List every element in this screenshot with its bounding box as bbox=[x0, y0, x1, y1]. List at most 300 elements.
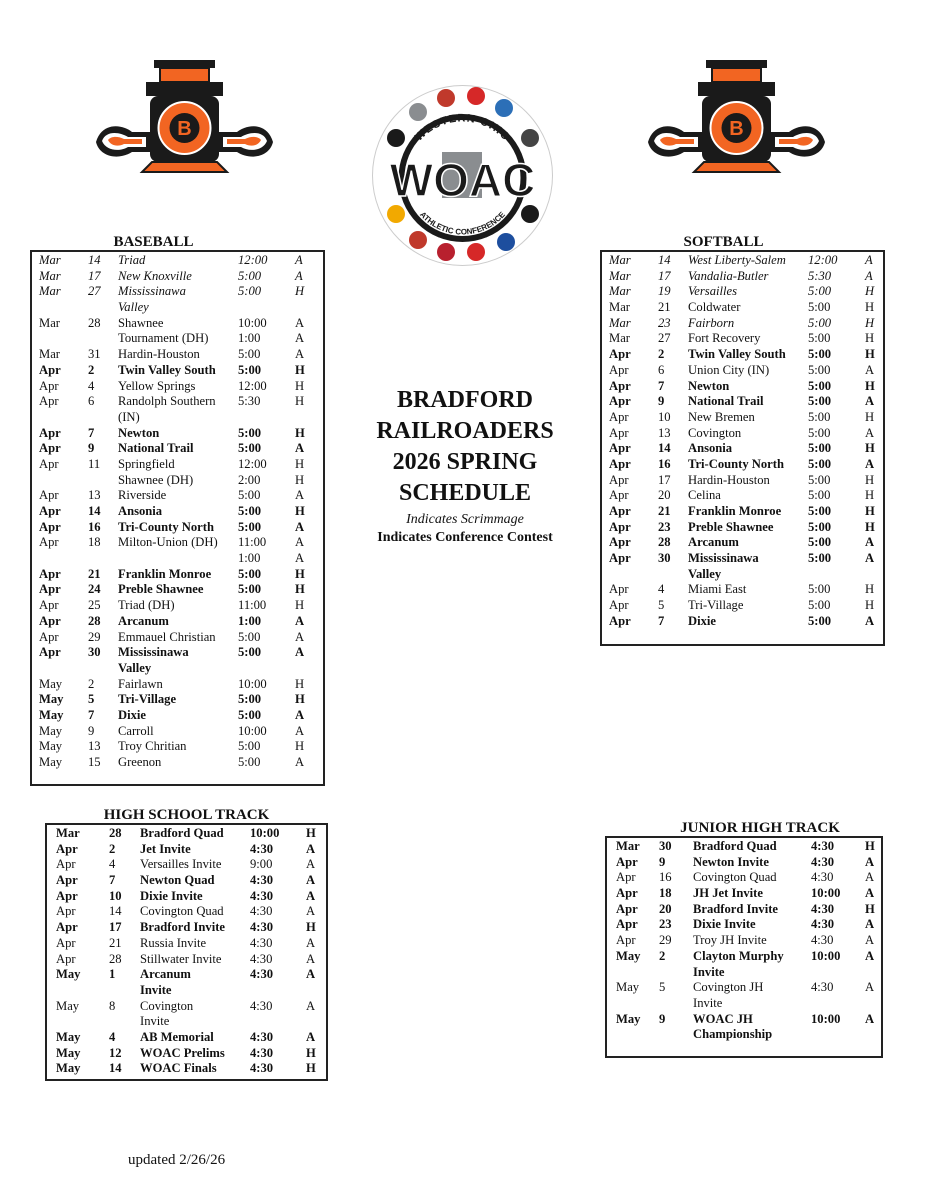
row-home-away: H bbox=[865, 331, 875, 346]
row-month: Apr bbox=[56, 904, 76, 919]
row-month: Apr bbox=[609, 519, 631, 534]
row-opponent: Valley bbox=[118, 660, 152, 675]
row-opponent: Covington Quad bbox=[693, 870, 777, 885]
row-month: Apr bbox=[609, 347, 631, 362]
schedule-row bbox=[32, 394, 323, 410]
row-day: 13 bbox=[658, 425, 671, 440]
schedule-row bbox=[32, 567, 323, 583]
row-month: Mar bbox=[39, 315, 60, 330]
row-opponent: Preble Shawnee bbox=[688, 519, 774, 534]
row-home-away: A bbox=[865, 394, 875, 409]
schedule-row bbox=[607, 886, 881, 902]
row-time: 5:00 bbox=[238, 755, 261, 769]
schedule-row bbox=[32, 692, 323, 708]
row-time: 5:00 bbox=[808, 582, 831, 597]
row-day: 21 bbox=[658, 300, 671, 315]
row-opponent: Championship bbox=[693, 1027, 773, 1042]
row-month: Apr bbox=[616, 886, 638, 901]
row-opponent: National Trail bbox=[118, 441, 194, 456]
row-home-away: A bbox=[865, 362, 875, 377]
row-home-away: H bbox=[295, 692, 305, 707]
schedule-row bbox=[602, 426, 883, 442]
row-opponent: WOAC Prelims bbox=[140, 1045, 225, 1060]
schedule-row bbox=[607, 965, 881, 981]
row-month: May bbox=[56, 998, 80, 1013]
schedule-row bbox=[32, 645, 323, 661]
row-time: 4:30 bbox=[250, 841, 274, 856]
row-month: Apr bbox=[39, 425, 61, 440]
row-time: 2:00 bbox=[238, 472, 261, 487]
row-opponent: Bradford Invite bbox=[140, 920, 226, 935]
row-day: 5 bbox=[659, 980, 666, 995]
schedule-row bbox=[32, 269, 323, 285]
schedule-row bbox=[602, 535, 883, 551]
row-day: 10 bbox=[658, 409, 671, 424]
row-opponent: Tri-County North bbox=[688, 456, 784, 471]
row-home-away: A bbox=[865, 551, 875, 566]
schedule-row bbox=[602, 457, 883, 473]
row-day: 9 bbox=[88, 723, 95, 738]
row-day: 10 bbox=[109, 888, 122, 903]
row-time: 5:00 bbox=[238, 566, 262, 581]
page-title bbox=[345, 385, 585, 509]
row-time: 5:00 bbox=[808, 441, 832, 456]
row-time: 4:30 bbox=[250, 998, 273, 1013]
row-day: 25 bbox=[88, 598, 101, 613]
row-day: 4 bbox=[88, 378, 95, 393]
jh-track-title: JUNIOR HIGH TRACK bbox=[680, 820, 840, 836]
schedule-row bbox=[607, 902, 881, 918]
schedule-row bbox=[47, 1030, 326, 1046]
row-opponent: Mississinawa bbox=[118, 645, 189, 660]
row-day: 12 bbox=[109, 1045, 122, 1060]
row-month: Apr bbox=[56, 841, 78, 856]
row-home-away: H bbox=[865, 347, 875, 362]
row-opponent: Versailles Invite bbox=[140, 857, 222, 872]
scrimmage-legend: Indicates Scrimmage bbox=[406, 512, 524, 527]
row-time: 4:30 bbox=[811, 901, 835, 916]
row-month: Apr bbox=[609, 598, 629, 613]
row-opponent: Invite bbox=[140, 982, 172, 997]
schedule-row bbox=[32, 316, 323, 332]
row-opponent: Shawnee (DH) bbox=[118, 472, 194, 487]
row-home-away: H bbox=[865, 519, 875, 534]
schedule-row bbox=[602, 253, 883, 269]
row-home-away: A bbox=[295, 629, 305, 644]
woac-wordmark: WOAC bbox=[389, 154, 536, 206]
row-time: 5:00 bbox=[238, 441, 262, 456]
row-day: 5 bbox=[88, 692, 95, 707]
row-opponent: Stillwater Invite bbox=[140, 951, 222, 966]
row-day: 30 bbox=[659, 839, 672, 853]
row-time: 11:00 bbox=[238, 535, 267, 550]
schedule-row bbox=[602, 347, 883, 363]
schedule-row bbox=[32, 535, 323, 551]
row-home-away: A bbox=[306, 904, 316, 919]
row-time: 4:30 bbox=[250, 920, 274, 935]
row-day: 23 bbox=[658, 315, 671, 330]
row-opponent: Troy JH Invite bbox=[693, 933, 767, 948]
schedule-row bbox=[602, 331, 883, 347]
row-month: Apr bbox=[609, 582, 629, 597]
row-month: Apr bbox=[609, 425, 629, 440]
schedule-row bbox=[32, 598, 323, 614]
schedule-row bbox=[602, 316, 883, 332]
schedule-row bbox=[602, 379, 883, 395]
schedule-row bbox=[602, 567, 883, 583]
row-opponent: National Trail bbox=[688, 394, 764, 409]
logo-letter: B bbox=[177, 118, 192, 140]
schedule-row bbox=[602, 269, 883, 285]
row-month: May bbox=[616, 980, 640, 995]
row-opponent: Newton Quad bbox=[140, 873, 215, 888]
schedule-row bbox=[602, 488, 883, 504]
row-day: 7 bbox=[658, 378, 665, 393]
row-home-away: A bbox=[295, 253, 303, 267]
row-opponent: Arcanum bbox=[118, 613, 169, 628]
row-opponent: Ansonia bbox=[118, 504, 163, 518]
schedule-row bbox=[47, 826, 326, 842]
row-opponent: Versailles bbox=[688, 284, 737, 299]
row-home-away: A bbox=[306, 951, 316, 966]
row-day: 27 bbox=[88, 284, 101, 299]
row-month: May bbox=[39, 707, 64, 722]
railroaders-train-logo-left bbox=[92, 52, 277, 174]
row-time: 4:30 bbox=[250, 904, 273, 919]
row-opponent: Shawnee bbox=[118, 315, 164, 330]
row-home-away: A bbox=[295, 755, 305, 769]
row-opponent: Covington Quad bbox=[140, 904, 224, 919]
row-opponent: Invite bbox=[693, 995, 723, 1010]
row-opponent: Franklin Monroe bbox=[688, 504, 782, 518]
row-day: 28 bbox=[88, 613, 101, 628]
row-home-away: A bbox=[306, 1029, 316, 1044]
row-time: 4:30 bbox=[250, 1029, 274, 1044]
row-day: 28 bbox=[88, 315, 101, 330]
steam-puff-left bbox=[96, 126, 150, 156]
row-month: May bbox=[616, 948, 641, 963]
row-month: Apr bbox=[39, 519, 61, 534]
schedule-row bbox=[602, 551, 883, 567]
woac-conference-logo bbox=[366, 82, 559, 269]
schedule-row bbox=[602, 520, 883, 536]
row-day: 5 bbox=[658, 598, 665, 613]
row-day: 27 bbox=[658, 331, 671, 346]
row-time: 9:00 bbox=[250, 857, 273, 872]
row-month: Apr bbox=[39, 598, 59, 613]
schedule-row bbox=[32, 363, 323, 379]
row-day: 2 bbox=[88, 676, 95, 691]
row-month: Apr bbox=[39, 456, 59, 471]
row-opponent: Bradford Invite bbox=[693, 901, 779, 916]
row-opponent: Emmauel Christian bbox=[118, 629, 216, 644]
row-day: 16 bbox=[659, 870, 672, 885]
row-day: 18 bbox=[659, 886, 672, 901]
row-time: 5:00 bbox=[808, 535, 832, 550]
row-opponent: Triad (DH) bbox=[118, 598, 175, 613]
row-opponent: Bradford Quad bbox=[693, 839, 777, 853]
row-day: 2 bbox=[659, 948, 666, 963]
row-day: 14 bbox=[109, 1061, 122, 1076]
row-opponent: Preble Shawnee bbox=[118, 582, 204, 597]
row-home-away: A bbox=[306, 935, 316, 950]
row-opponent: Covington bbox=[688, 425, 742, 440]
row-month: Mar bbox=[609, 331, 630, 346]
row-home-away: A bbox=[865, 870, 875, 885]
row-month: May bbox=[39, 676, 63, 691]
row-month: Mar bbox=[39, 268, 61, 283]
row-time: 1:00 bbox=[238, 613, 262, 628]
row-opponent: Russia Invite bbox=[140, 935, 207, 950]
schedule-row bbox=[607, 980, 881, 996]
schedule-row bbox=[607, 1012, 881, 1028]
row-home-away: A bbox=[295, 519, 305, 534]
row-month: Apr bbox=[609, 394, 631, 409]
row-opponent: Fort Recovery bbox=[688, 331, 761, 346]
row-time: 5:00 bbox=[808, 284, 832, 299]
row-day: 6 bbox=[658, 362, 665, 377]
row-opponent: Franklin Monroe bbox=[118, 566, 212, 581]
row-home-away: H bbox=[295, 394, 305, 409]
schedule-row bbox=[32, 551, 323, 567]
row-month: Apr bbox=[56, 951, 76, 966]
schedule-row bbox=[602, 582, 883, 598]
schedule-row bbox=[607, 949, 881, 965]
railroaders-train-logo-right bbox=[644, 52, 829, 174]
row-time: 5:00 bbox=[238, 284, 262, 299]
row-month: Apr bbox=[609, 409, 629, 424]
schedule-row bbox=[47, 1014, 326, 1030]
row-time: 10:00 bbox=[238, 676, 267, 691]
row-home-away: A bbox=[295, 315, 305, 330]
row-home-away: A bbox=[306, 967, 316, 982]
row-time: 12:00 bbox=[808, 253, 838, 267]
schedule-row bbox=[47, 889, 326, 905]
row-home-away: A bbox=[865, 917, 875, 932]
row-time: 1:00 bbox=[238, 331, 261, 346]
row-month: Mar bbox=[609, 268, 631, 283]
row-time: 5:00 bbox=[238, 488, 261, 503]
schedule-row bbox=[602, 300, 883, 316]
schedule-row bbox=[32, 441, 323, 457]
row-opponent: Mississinawa bbox=[118, 284, 186, 299]
row-time: 5:30 bbox=[808, 268, 832, 283]
row-home-away: H bbox=[865, 284, 875, 299]
row-time: 5:00 bbox=[238, 739, 261, 754]
row-day: 16 bbox=[88, 519, 101, 534]
schedule-row bbox=[32, 630, 323, 646]
row-month: Apr bbox=[39, 441, 61, 456]
row-home-away: A bbox=[295, 551, 305, 566]
schedule-row bbox=[47, 1061, 326, 1077]
row-month: Apr bbox=[39, 582, 61, 597]
row-opponent: New Knoxville bbox=[118, 268, 192, 283]
row-home-away: A bbox=[295, 441, 305, 456]
row-time: 5:00 bbox=[808, 598, 831, 613]
schedule-row bbox=[607, 870, 881, 886]
row-month: Apr bbox=[609, 441, 631, 456]
row-opponent: Vandalia-Butler bbox=[688, 268, 769, 283]
row-opponent: Arcanum bbox=[140, 967, 191, 982]
row-day: 20 bbox=[658, 488, 671, 503]
row-time: 5:00 bbox=[808, 362, 831, 377]
row-opponent: Bradford Quad bbox=[140, 826, 224, 840]
row-month: Apr bbox=[616, 870, 636, 885]
row-day: 24 bbox=[88, 582, 101, 597]
row-home-away: H bbox=[865, 901, 875, 916]
schedule-row bbox=[32, 253, 323, 269]
row-home-away: A bbox=[295, 535, 305, 550]
schedule-row bbox=[32, 331, 323, 347]
row-home-away: A bbox=[865, 854, 875, 869]
row-time: 4:30 bbox=[250, 967, 274, 982]
row-time: 5:00 bbox=[808, 456, 832, 471]
row-opponent: (IN) bbox=[118, 409, 140, 424]
row-home-away: H bbox=[865, 300, 875, 315]
row-month: Mar bbox=[609, 284, 631, 299]
title-line-2: RAILROADERS bbox=[376, 418, 554, 444]
row-month: Apr bbox=[616, 901, 638, 916]
row-month: May bbox=[616, 1011, 641, 1026]
row-time: 5:00 bbox=[238, 362, 262, 377]
row-month: Apr bbox=[39, 394, 59, 409]
row-day: 17 bbox=[658, 472, 671, 487]
row-time: 4:30 bbox=[250, 888, 274, 903]
schedule-row bbox=[32, 300, 323, 316]
row-day: 28 bbox=[109, 951, 122, 966]
row-opponent: Covington bbox=[140, 998, 194, 1013]
row-opponent: Hardin-Houston bbox=[688, 472, 770, 487]
schedule-row bbox=[47, 904, 326, 920]
row-home-away: A bbox=[865, 268, 873, 283]
row-home-away: A bbox=[306, 841, 316, 856]
row-opponent: Newton bbox=[688, 378, 730, 393]
row-time: 5:00 bbox=[808, 551, 832, 566]
steam-puff-right bbox=[771, 126, 825, 156]
row-day: 7 bbox=[109, 873, 116, 888]
row-time: 4:30 bbox=[250, 1045, 274, 1060]
row-day: 21 bbox=[109, 935, 122, 950]
row-home-away: A bbox=[865, 1011, 875, 1026]
schedule-row bbox=[602, 394, 883, 410]
row-opponent: Fairborn bbox=[688, 315, 735, 330]
row-time: 5:00 bbox=[808, 488, 831, 503]
row-month: May bbox=[39, 739, 63, 754]
row-month: Mar bbox=[56, 826, 80, 840]
row-time: 4:30 bbox=[811, 980, 834, 995]
row-opponent: Invite bbox=[140, 1014, 170, 1029]
row-time: 4:30 bbox=[811, 839, 835, 853]
row-day: 29 bbox=[88, 629, 101, 644]
row-opponent: Union City (IN) bbox=[688, 362, 770, 377]
row-day: 23 bbox=[658, 519, 671, 534]
schedule-row bbox=[32, 520, 323, 536]
row-month: Apr bbox=[56, 920, 78, 935]
row-day: 23 bbox=[659, 917, 672, 932]
row-time: 4:30 bbox=[250, 873, 274, 888]
schedule-row bbox=[602, 504, 883, 520]
row-time: 5:00 bbox=[808, 504, 832, 518]
row-opponent: WOAC Finals bbox=[140, 1061, 217, 1076]
row-opponent: Randolph Southern bbox=[118, 394, 216, 409]
row-day: 14 bbox=[658, 253, 671, 267]
row-day: 4 bbox=[109, 1029, 116, 1044]
row-time: 4:30 bbox=[250, 935, 273, 950]
row-home-away: H bbox=[295, 378, 305, 393]
row-time: 5:00 bbox=[238, 692, 262, 707]
row-home-away: A bbox=[865, 933, 875, 948]
row-month: Apr bbox=[609, 378, 631, 393]
row-home-away: A bbox=[306, 998, 316, 1013]
row-home-away: A bbox=[865, 425, 875, 440]
row-time: 4:30 bbox=[811, 870, 834, 885]
row-time: 5:00 bbox=[808, 347, 832, 362]
schedule-row bbox=[47, 936, 326, 952]
row-month: Mar bbox=[609, 253, 631, 267]
row-opponent: Mississinawa bbox=[688, 551, 759, 566]
row-month: Apr bbox=[609, 456, 631, 471]
row-day: 21 bbox=[88, 566, 101, 581]
row-home-away: H bbox=[865, 598, 875, 613]
row-home-away: A bbox=[295, 613, 305, 628]
row-day: 14 bbox=[88, 504, 101, 518]
row-home-away: H bbox=[295, 472, 305, 487]
row-opponent: AB Memorial bbox=[140, 1029, 214, 1044]
title-line-3: 2026 SPRING bbox=[392, 449, 538, 475]
row-month: Mar bbox=[616, 839, 640, 853]
row-month: Mar bbox=[39, 284, 61, 299]
row-month: Apr bbox=[616, 854, 638, 869]
row-time: 10:00 bbox=[238, 315, 267, 330]
row-home-away: A bbox=[295, 645, 305, 660]
schedule-row bbox=[602, 598, 883, 614]
row-time: 10:00 bbox=[811, 1011, 841, 1026]
row-home-away: H bbox=[865, 504, 875, 518]
row-day: 30 bbox=[658, 551, 671, 566]
row-home-away: A bbox=[295, 707, 305, 722]
row-home-away: H bbox=[865, 472, 875, 487]
row-home-away: A bbox=[295, 723, 305, 738]
row-opponent: Miami East bbox=[688, 582, 747, 597]
row-opponent: WOAC JH bbox=[693, 1011, 753, 1026]
schedule-row bbox=[47, 967, 326, 983]
row-day: 17 bbox=[658, 268, 671, 283]
row-opponent: Ansonia bbox=[688, 441, 733, 456]
row-opponent: Triad bbox=[118, 253, 146, 267]
row-opponent: New Bremen bbox=[688, 409, 755, 424]
row-home-away: A bbox=[865, 948, 875, 963]
row-time: 4:30 bbox=[811, 854, 835, 869]
row-opponent: Dixie Invite bbox=[693, 917, 756, 932]
row-home-away: A bbox=[295, 268, 303, 283]
schedule-row bbox=[607, 1027, 881, 1043]
row-opponent: Springfield bbox=[118, 456, 175, 471]
row-day: 30 bbox=[88, 645, 101, 660]
row-home-away: A bbox=[865, 253, 873, 267]
row-day: 1 bbox=[109, 967, 116, 982]
row-month: Apr bbox=[39, 613, 61, 628]
row-opponent: Troy Chritian bbox=[118, 739, 187, 754]
row-time: 4:30 bbox=[811, 933, 834, 948]
schedule-row bbox=[602, 473, 883, 489]
row-month: Apr bbox=[609, 613, 631, 628]
row-day: 9 bbox=[658, 394, 665, 409]
row-home-away: H bbox=[295, 566, 305, 581]
schedule-row bbox=[607, 996, 881, 1012]
row-time: 10:00 bbox=[250, 826, 280, 840]
row-opponent: West Liberty-Salem bbox=[688, 253, 786, 267]
row-day: 15 bbox=[88, 755, 101, 769]
